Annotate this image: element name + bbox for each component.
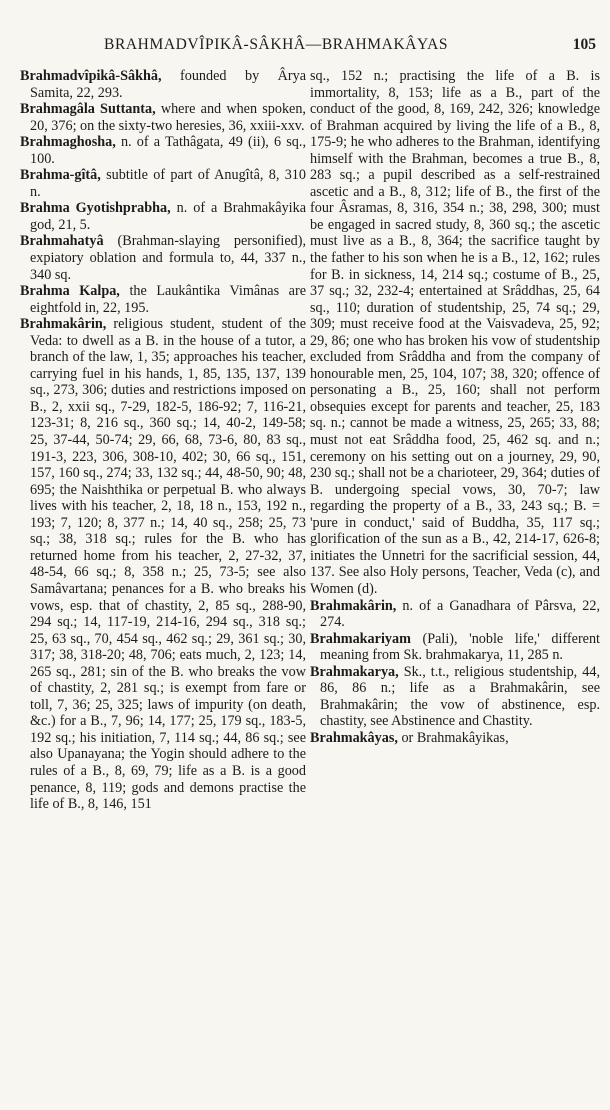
index-entry [20,167,306,200]
entry-text: subtitle of part of Anugîtâ, 8, 310 n. [30,167,306,200]
entry-headword: Brahmagâla Suttanta, [20,101,156,118]
index-entry [310,730,600,747]
running-title: BRAHMADVÎPIKÂ-SÂKHÂ—BRAHMAKÂYAS [104,36,449,53]
entry-text: the Laukântika Vimânas are eightfold in, 22, 195. [30,283,306,316]
entry-headword: Brahmakariyam [310,630,411,647]
index-entry [310,631,600,664]
entry-headword: Brahma-gîtâ, [20,167,101,184]
index-entry [20,283,306,316]
index-entry [20,134,306,167]
entry-text: Sk., t.t., religious studentship, 44, 86, 86 n.; life as a Brahmakârin, see Brahmakârin; the vow of abstinence, esp. chastity, see Abstinence and Chastity. [320,663,600,730]
entry-text: (Brahman-slaying personified), expiatory oblation and formula to, 44, 337 n., 340 sq. [30,233,306,283]
index-entry [20,200,306,233]
index-entry [20,316,306,812]
entry-headword: Brahmadvîpikâ-Sâkhâ, [20,68,162,84]
entry-headword: Brahmakâyas, [310,729,398,746]
index-entry [20,68,306,101]
entry-headword: Brahmakârin, [20,316,107,333]
entry-text: n. of a Tathâgata, 49 (ii), 6 sq., 100. [30,134,306,167]
entry-text: sq., 152 n.; practising the life of a B. is immortality, 8, 153; life as a B., part of the conduct of the good, 8, 169, 242, 326; knowledge of Brahman acquired by living the life of a B., 8, 175-9; he who adheres to the Brahman, identifying himself with the Brahman, becomes a true B., 8, 283 sq.; a pupil described as a self-restrained ascetic and a B., 8, 312; life of B., the first of the four Âsramas, 8, 316, 354 n.; 38, 298, 300; must be engaged in sacred study, 8, 360 sq.; the ascetic must live as a B., 8, 364; the sacrifice taught by the father to his son when he is a B., 12, 162; rules for B. in sickness, 14, 214 sq.; costume of B., 25, 37 sq.; 32, 232-4; entertained at Srâddhas, 25, 64 sq., 110; duration of studentship, 25, 74 sq.; 29, 309; must receive food at the Vaisvadeva, 25, 92; 29, 86; one who has broken his vow of studentship excluded from Srâddha and from the company of honourable men, 25, 104, 107; 38, 320; offence of personating a B., 25, 160; shall not perform obsequies except for parents and teacher, 25, 183 sq. n.; cannot be made a witness, 25, 265; 33, 88; must not eat Srâddha food, 25, 462 sq. and n.; ceremony on his setting out on a journey, 29, 90, 230 sq.; shall not be a charioteer, 29, 364; duties of B. undergoing special vows, 30, 70-7; law regarding the property of a B., 33, 243 sq.; B. = 'pure in conduct,' said of Buddha, 35, 117 sq.; glorification of the sun as a B., 42, 214-17, 626-8; initiates the Unnetri for the sacrificial session, 44, 137. See also Holy persons, Teacher, Veda (c), and Women (d). [310,68,600,597]
entry-headword: Brahma Gyotishprabha, [20,200,171,217]
entry-headword: Brahmakarya, [310,663,399,680]
entry-text: n. of a Brahmakâyika god, 21, 5. [30,200,306,233]
entry-headword: Brahmahatyâ [20,233,104,250]
right-column [310,68,600,746]
entry-text: (Pali), 'noble life,' different meaning from Sk. brahmakarya, 11, 285 n. [320,630,600,664]
index-entry [20,101,306,134]
entry-text: n. of a Ganadhara of Pârsva, 22, 274. [320,597,600,631]
entry-headword: Brahmaghosha, [20,134,116,151]
entry-text: or Brahmakâyikas, [397,729,509,746]
index-entry-continued [310,68,600,598]
entry-text: founded by Ârya Samita, 22, 293. [30,68,306,101]
entry-text: religious student, student of the Veda: to dwell as a B. in the house of a tutor, a branch of the law, 1, 35; approaches his teacher, carrying fuel in his hands, 1, 85, 135, 137, 139 sq., 273, 306; duties and restrictions imposed on B., 2, xxii sq., 7-29, 182-5, 186-92; 7, 116-21, 123-31; 8, 216 sq., 360 sq.; 14, 40-2, 149-58; 25, 37-44, 50-74; 29, 66, 68, 73-6, 80, 83 sq., 191-3, 223, 306, 308-10, 402; 30, 66 sq., 151, 157, 160 sq., 274; 33, 132 sq.; 44, 48-50, 90; 48, 695; the Naishthika or perpetual B. who always lives with his teacher, 2, 18, 18 n., 153, 192 n., 193; 7, 120; 8, 377 n.; 14, 40 sq., 258; 25, 73 sq.; 38, 318 sq.; rules for the B. who has returned home from his teacher, 2, 27-32, 37, 48-54, 66 sq.; 8, 358 n.; 25, 73-5; see also Samâvartana; penances for a B. who breaks his vows, esp. that of chastity, 2, 85 sq., 288-90, 294 sq.; 14, 117-19, 214-16, 294 sq., 318 sq.; 25, 63 sq., 70, 454 sq., 462 sq.; 29, 361 sq.; 30, 317; 38, 318-20; 48, 706; eats much, 2, 123; 14, 265 sq., 281; sin of the B. who breaks the vow of chastity, 2, 281 sq.; is exempt from fare or toll, 7, 36; 25, 325; laws of impurity (on death, &c.) for a B., 7, 96; 14, 177; 25, 179 sq., 183-5, 192 sq.; his initiation, 7, 114 sq.; 44, 86 sq.; see also Upanayana; the Yogin should adhere to the rules of a B., 8, 69, 79; life as a B. is a good penance, 8, 119; gods and demons practise the life of B., 8, 146, 151 [30,316,306,813]
entry-text: where and when spoken, 20, 376; on the sixty-two heresies, 36, xxiii-xxv. [30,101,306,134]
page-header [0,30,610,58]
index-entry [310,664,600,730]
index-entry [310,598,600,631]
page-number: 105 [572,36,596,53]
index-entry [20,233,306,283]
entry-headword: Brahmakârin, [310,597,397,614]
entry-headword: Brahma Kalpa, [20,283,120,300]
left-column [20,68,306,813]
